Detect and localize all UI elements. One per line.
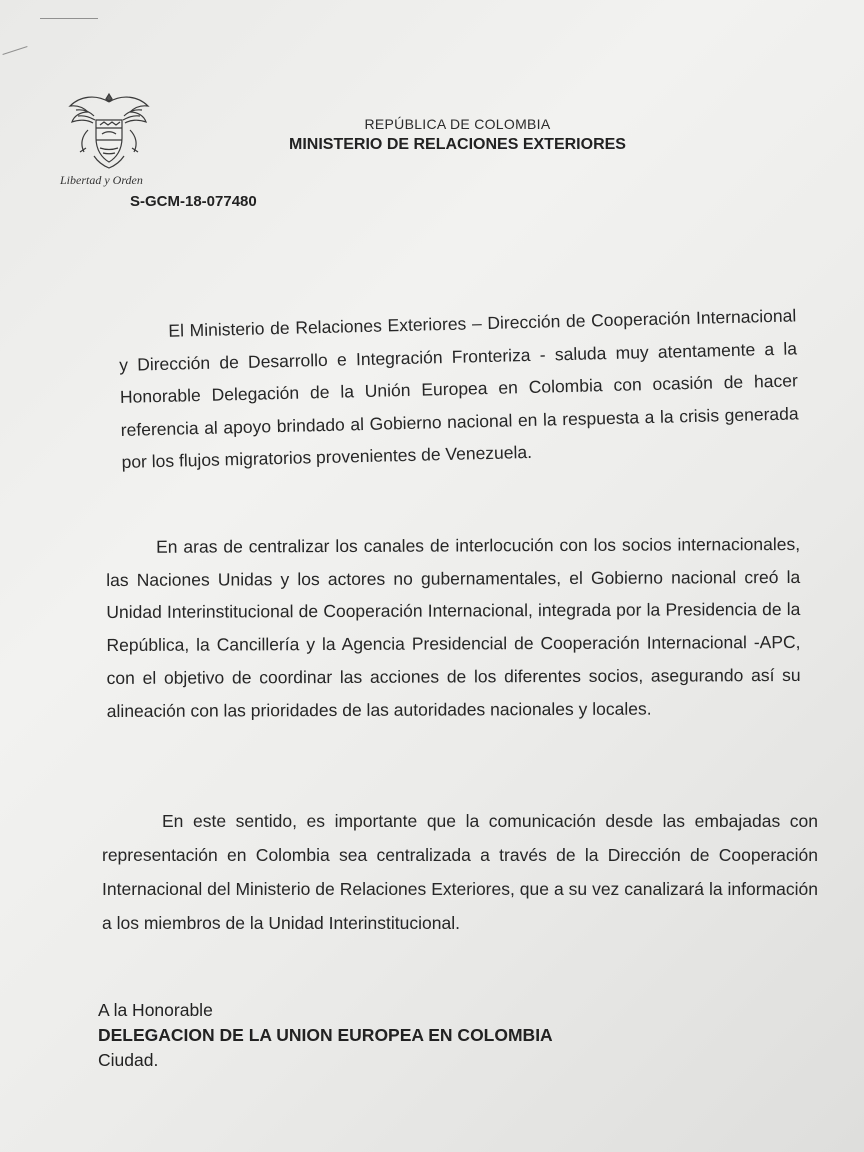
- scan-mark: [2, 46, 27, 55]
- paragraph-text: En aras de centralizar los canales de interlocución con los socios internacionales, las Naciones Unidas y los actores no gubernamentales, el Gobierno nacional creó la Unidad Interinstitucional de Cooperación Internacional, integrada por la Presidencia de la República, la Cancillería y la Agencia Presidencial de Cooperación Internacional -APC, con el objetivo de coordinar las acciones de los diferentes socios, asegurando así su alineación con las prioridades de las autoridades nacionales y locales.: [106, 533, 801, 721]
- recipient-city: Ciudad.: [98, 1050, 159, 1070]
- paragraph-text: En este sentido, es importante que la comunicación desde las embajadas con representación en Colombia sea centralizada a través de la Dirección de Cooperación Internacional del Ministerio de Relaciones Exteriores, que a su vez canalizará la información a los miembros de la Unidad Interinstitucional.: [102, 811, 818, 933]
- scan-mark: [40, 18, 98, 19]
- recipient-organization: DELEGACION DE LA UNION EUROPEA EN COLOMBIA: [98, 1025, 553, 1045]
- letterhead-ministry: MINISTERIO DE RELACIONES EXTERIORES: [289, 136, 626, 153]
- body-paragraph-1: [118, 299, 800, 478]
- recipient-block: [98, 998, 553, 1073]
- coat-of-arms-icon: [66, 90, 152, 172]
- paragraph-text: El Ministerio de Relaciones Exteriores – Dirección de Cooperación Internacional y Dirección de Desarrollo e Integración Fronteriza - saluda muy atentamente a la Honorable Delegación de la Unión Europea en Colombia con ocasión de hacer referencia al apoyo brindado al Gobierno nacional en la respuesta a la crisis generada por los flujos migratorios provenientes de Venezuela.: [118, 305, 799, 472]
- letterhead-country: REPÚBLICA DE COLOMBIA: [364, 116, 551, 132]
- recipient-salutation: A la Honorable: [98, 1000, 213, 1020]
- body-paragraph-2: [106, 528, 801, 727]
- letterhead-header: [280, 116, 635, 154]
- reference-number: S-GCM-18-077480: [130, 193, 257, 210]
- letterhead-motto: Libertad y Orden: [60, 173, 143, 187]
- body-paragraph-3: [102, 804, 818, 940]
